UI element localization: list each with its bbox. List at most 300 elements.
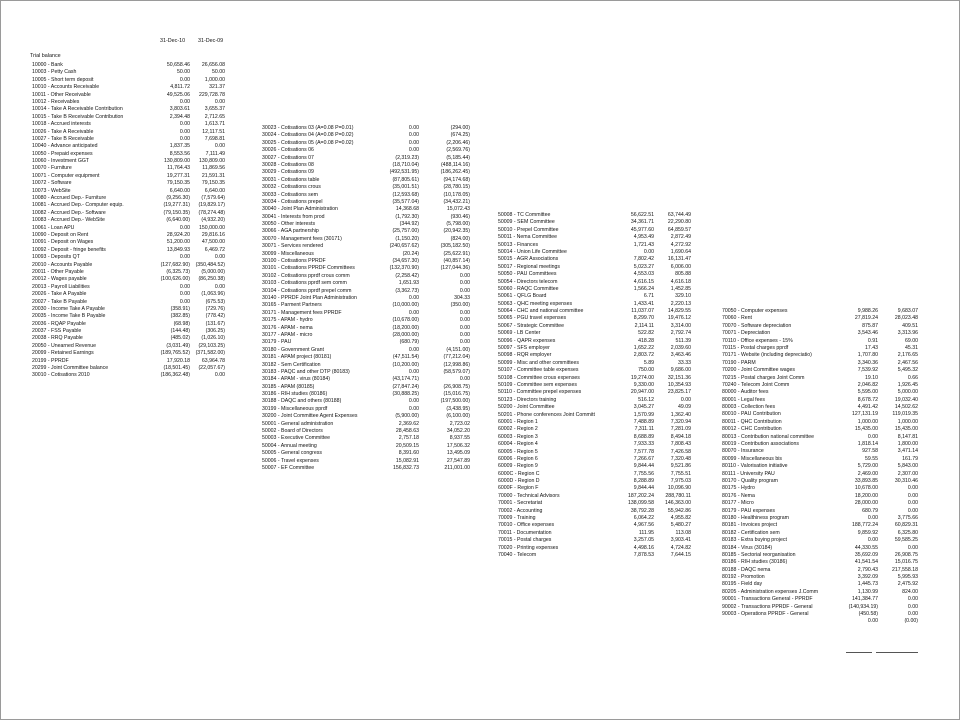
account-label: 80180 - Healthiness program	[722, 514, 789, 521]
amount-2009: 2,467.56	[897, 359, 918, 366]
amount-2009: (26,908.75)	[443, 383, 470, 390]
account-label: 50099 - Misc and other committees	[498, 359, 580, 366]
account-label: 50097 - SFS employer	[498, 345, 550, 352]
account-label: 30179 - PAU	[262, 339, 292, 346]
amount-2010: (1,792.30)	[395, 213, 419, 220]
amount-2010: (186,362.48)	[160, 372, 190, 379]
account-row	[498, 323, 698, 330]
amount-2010: 0.00	[408, 294, 419, 301]
account-label: 50009 - SEM Committee	[498, 219, 555, 226]
account-row	[498, 375, 698, 382]
account-row	[498, 256, 698, 263]
amount-2010: (9,256.30)	[166, 195, 190, 202]
account-row	[498, 352, 698, 359]
account-label: 30101 - Cotisations PPRDF Committees	[262, 265, 355, 272]
amount-2010: 927.58	[862, 448, 878, 455]
amount-2010: 8,678.72	[857, 396, 878, 403]
amount-2010: 1,570.99	[633, 411, 654, 418]
account-label: 30184 - APAM - virus (80184)	[262, 376, 330, 383]
amount-2009: 33.33	[678, 359, 691, 366]
account-row	[722, 419, 918, 426]
amount-2010: 4,616.15	[633, 278, 654, 285]
amount-2009: (294.00)	[450, 125, 470, 131]
account-label: 30171 - Management fees PPRDF	[262, 309, 342, 316]
account-label: 30028 - Cotisations 08	[262, 161, 314, 168]
account-label: 30034 - Cotisations prepel	[262, 198, 323, 205]
account-row	[32, 202, 228, 209]
account-row	[722, 345, 918, 352]
account-row	[722, 434, 918, 441]
account-label: 50017 - Regional meetings	[498, 263, 561, 270]
amount-2009: 0.00	[907, 596, 918, 603]
account-label: 30180 - Government Grant	[262, 346, 324, 353]
amount-2010: (450.58)	[858, 611, 878, 618]
account-label: 80013 - Contribution national committee	[722, 433, 814, 440]
account-label: 10018 - Accrued interests	[32, 121, 91, 128]
amount-2009: 23,825.17	[667, 389, 691, 396]
account-label: 50200 - Joint Committee	[498, 404, 555, 411]
account-row	[262, 184, 472, 191]
account-label: 30165 - Parment Partners	[262, 302, 322, 309]
amount-2009: 6,325.80	[897, 529, 918, 536]
amount-2010: 50,658.46	[166, 62, 190, 68]
account-label: 30200 - Joint Committee Agent Expenses	[262, 413, 358, 420]
account-label: 50010 - Prepel Committee	[498, 226, 559, 233]
amount-2010: (240,657.62)	[389, 243, 419, 250]
account-row	[498, 315, 698, 322]
amount-2010: 0.00	[867, 433, 878, 440]
amount-2009: 3,775.66	[897, 514, 918, 521]
account-row	[498, 234, 698, 241]
amount-2009: 2,475.92	[897, 581, 918, 588]
amount-2010: 35,692.09	[854, 551, 878, 558]
account-label: 50003 - Executive Committee	[262, 435, 331, 442]
amount-2010: 4,811.72	[170, 84, 190, 91]
account-row	[262, 406, 472, 413]
account-row	[32, 239, 228, 246]
account-row	[722, 308, 918, 315]
amount-2009: 1,926.45	[897, 381, 918, 388]
account-label: 30032 - Cotisations crous	[262, 184, 321, 191]
amount-2010: 7,266.67	[633, 455, 654, 462]
account-row	[722, 441, 918, 448]
account-label: 80011 - QHC Contribution	[722, 418, 782, 425]
amount-2010: 15,435.00	[854, 426, 878, 433]
amount-2009: 7,644.15	[670, 551, 691, 558]
account-row	[498, 360, 698, 367]
account-row	[262, 192, 472, 199]
amount-2010: 3,803.61	[169, 106, 190, 113]
account-label: 10082 - Accrued Dep.- Software	[32, 209, 106, 216]
account-label: 30071 - Services rendered	[262, 243, 324, 250]
amount-2010: (144.48)	[170, 328, 190, 335]
amount-2010: (47,511.54)	[392, 354, 419, 361]
amount-2009: 8,147.81	[897, 433, 918, 440]
amount-2010: (12,593.68)	[392, 191, 419, 198]
amount-2009: 69.00	[905, 337, 918, 344]
account-row	[262, 140, 472, 147]
amount-2010: 2,394.48	[169, 113, 190, 120]
amount-2010: 28,924.20	[166, 231, 190, 238]
account-label: 80177 - Micro	[722, 500, 754, 507]
account-label: 90001 - Transactions General - PPRDF	[722, 596, 813, 603]
account-label: 60009 - Region 9	[498, 463, 538, 470]
amount-2009: (78,274.48)	[198, 209, 225, 216]
account-row	[498, 271, 698, 278]
account-row	[722, 493, 918, 500]
amount-2009: 64,859.57	[667, 226, 691, 233]
amount-2009: 4,955.82	[670, 515, 691, 522]
account-label: 50005 - General congress	[262, 450, 322, 457]
account-label: 20037 - FSS Payable	[32, 328, 82, 335]
amount-2009: 409.51	[902, 322, 918, 329]
account-row	[498, 456, 698, 463]
account-row	[498, 463, 698, 470]
account-label: 20013 - Payroll Liabilities	[32, 283, 90, 290]
amount-2010: 49,525.06	[166, 91, 190, 98]
account-row	[262, 398, 472, 405]
account-row	[498, 552, 698, 559]
account-row	[32, 217, 228, 224]
account-row	[498, 382, 698, 389]
amount-2009: 7,698.81	[204, 135, 225, 142]
amount-2009: 19,032.40	[894, 396, 918, 403]
account-label: 60002 - Region 2	[498, 426, 538, 433]
amount-2010: 1,433.41	[633, 300, 654, 307]
amount-2010: (492,531.95)	[389, 169, 419, 176]
amount-2010: 5,595.00	[857, 389, 878, 396]
amount-2009: 0.00	[459, 376, 470, 383]
amount-2010: (10,678.00)	[392, 317, 419, 324]
account-row	[498, 308, 698, 315]
amount-2010: 2,757.18	[398, 435, 419, 442]
account-row	[262, 258, 472, 265]
amount-2010: 0.00	[408, 139, 419, 146]
account-label: 50061 - QFLG Board	[498, 293, 547, 300]
account-row	[262, 310, 472, 317]
account-row	[32, 151, 228, 158]
amount-2009: 304.33	[454, 294, 470, 301]
amount-2010: 516.12	[638, 396, 654, 403]
amount-2009: 9,686.00	[670, 367, 691, 374]
account-label: 10015 - Take B Receivable Contribution	[32, 113, 124, 120]
amount-2010: 19.10	[865, 374, 878, 381]
amount-2009: 49.09	[678, 404, 691, 411]
amount-2009: (40,857.14)	[443, 258, 470, 265]
amount-2010: 1,000.00	[857, 418, 878, 425]
amount-2009: 0.00	[459, 317, 470, 324]
amount-2009: 2,220.13	[670, 300, 691, 307]
column-3	[498, 212, 698, 559]
account-label: 60003 - Region 3	[498, 433, 538, 440]
account-label: 10027 - Take B Receivable	[32, 135, 94, 142]
amount-2009: 1,000.00	[897, 418, 918, 425]
account-label: 60004 - Region 4	[498, 441, 538, 448]
account-row	[32, 77, 228, 84]
amount-2009: 79,150.35	[201, 180, 225, 187]
amount-2010: (87,805.61)	[392, 176, 419, 183]
amount-2009: 0.00	[214, 143, 225, 150]
amount-2010: (43,174.71)	[392, 376, 419, 383]
amount-2010: 5,023.27	[633, 263, 654, 270]
account-label: 70200 - Joint Committee wages	[722, 367, 795, 374]
amount-2009: 9,521.86	[670, 463, 691, 470]
amount-2009: 2,792.74	[670, 330, 691, 337]
amount-2009: (1,063.96)	[201, 291, 225, 298]
account-label: 30100 - Cotisations PPRDF	[262, 258, 326, 265]
account-label: 20027 - Take B Payable	[32, 298, 87, 305]
amount-2009: (305,182.50)	[440, 243, 470, 250]
account-row	[498, 515, 698, 522]
amount-2009: 17,506.32	[446, 442, 470, 449]
account-row	[262, 369, 472, 376]
amount-2009: (7,579.64)	[201, 195, 225, 202]
amount-2010: 7,488.89	[633, 418, 654, 425]
account-label: 50069 - LB Center	[498, 330, 541, 337]
amount-2009: 1,000.00	[204, 76, 225, 83]
account-row	[498, 537, 698, 544]
amount-2010: 0.00	[179, 76, 190, 83]
account-label: 50004 - Annual meeting	[262, 442, 317, 449]
amount-2009: 0.00	[459, 331, 470, 338]
account-label: 10070 - Furniture	[32, 165, 72, 172]
amount-2009: (197,500.00)	[440, 398, 470, 405]
account-row	[498, 227, 698, 234]
amount-2010: (10,200.00)	[392, 361, 419, 368]
account-row	[262, 391, 472, 398]
amount-2010: 3,045.27	[633, 404, 654, 411]
account-label: 10083 - Accrued Dep.- WebSite	[32, 217, 105, 224]
account-label: 20012 - Wages payable	[32, 276, 87, 283]
account-row	[498, 264, 698, 271]
account-row	[498, 212, 698, 219]
amount-2010: 0.00	[867, 514, 878, 521]
amount-2009: 6,006.00	[670, 263, 691, 270]
account-row	[722, 323, 918, 330]
amount-2010: 8,688.89	[633, 433, 654, 440]
account-row	[32, 188, 228, 195]
account-label: 30199 - Miscellaneous pprdf	[262, 405, 328, 412]
amount-2010: 0.00	[408, 368, 419, 375]
amount-2010: 0.00	[408, 125, 419, 131]
account-label: 20026 - Take A Payable	[32, 291, 87, 298]
amount-2009: 824.00	[902, 588, 918, 595]
amount-2010: 11,764.43	[167, 165, 190, 172]
amount-2010: 127,131.19	[852, 411, 878, 418]
account-row	[262, 332, 472, 339]
amount-2010: (18,200.00)	[392, 324, 419, 331]
amount-2010: 4,498.16	[633, 544, 654, 551]
amount-2009: (5,798.00)	[446, 221, 470, 228]
account-row	[262, 265, 472, 272]
amount-2009: 15,435.00	[894, 426, 918, 433]
amount-2010: 0.00	[408, 398, 419, 405]
account-label: 30066 - AGA partnership	[262, 228, 319, 235]
account-label: 30186 - RIH studies (80186)	[262, 391, 328, 398]
amount-2010: (485.02)	[170, 335, 190, 342]
amount-2010: (344.92)	[399, 221, 419, 228]
account-label: 50006 - Travel expenses	[262, 457, 319, 464]
amount-2010: 6,064.22	[633, 515, 654, 522]
amount-2010: 3,340.36	[857, 359, 878, 366]
account-label: 10071 - Computer equipment	[32, 172, 100, 179]
amount-2009: 59,585.25	[894, 537, 918, 544]
amount-2009: 7,426.58	[670, 448, 691, 455]
amount-2009: 1,800.00	[897, 441, 918, 448]
amount-2009: 9,683.07	[897, 308, 918, 314]
account-label: 30103 - Cotisations pprdf sem comm	[262, 280, 347, 287]
account-row	[262, 354, 472, 361]
amount-2009: 0.00	[907, 492, 918, 499]
amount-2010: (358.91)	[170, 305, 190, 312]
amount-2009: 0.00	[907, 544, 918, 551]
account-label: 30026 - Cotisations 06	[262, 147, 314, 154]
amount-2009: 0.00	[907, 500, 918, 507]
account-row	[32, 180, 228, 187]
account-label: 6000C - Region C	[498, 470, 540, 477]
account-row	[32, 99, 228, 106]
account-label: 20011 - Other Payable	[32, 268, 84, 275]
amount-2010: (79,150.35)	[163, 209, 190, 216]
amount-2010: 0.00	[408, 147, 419, 154]
amount-2010: 7,802.42	[633, 256, 654, 263]
account-label: 30188 - DAQC and others (80188)	[262, 398, 342, 405]
account-label: 30031 - Cotisations table	[262, 176, 320, 183]
account-label: 70020 - Printing expenses	[498, 544, 559, 551]
account-row	[722, 589, 918, 596]
amount-2010: 9,859.92	[857, 529, 878, 536]
account-label: 20030 - Income Take A Payable	[32, 305, 105, 312]
amount-2010: 9,844.44	[633, 485, 654, 492]
amount-2009: 146,363.00	[665, 500, 691, 507]
account-label: 80170 - Quality program	[722, 477, 778, 484]
amount-2010: 130,809.00	[164, 158, 190, 165]
account-row	[722, 367, 918, 374]
amount-2010: 19,277.31	[166, 172, 190, 179]
amount-2010: 9,988.26	[857, 308, 878, 314]
account-row	[498, 345, 698, 352]
amount-2010: (10,000.00)	[392, 302, 419, 309]
amount-2010: 0.00	[408, 132, 419, 139]
account-label: 10061 - Loan APU	[32, 224, 75, 231]
amount-2009: 7,320.94	[670, 418, 691, 425]
account-label: 30025 - Cotisations 05 (A=0.08 P=0.02)	[262, 139, 354, 146]
account-label: 80182 - Certification sem	[722, 529, 780, 536]
amount-2010: 20,947.00	[630, 389, 654, 396]
account-row	[32, 276, 228, 283]
amount-2009: 7,755.51	[670, 470, 691, 477]
account-label: 30185 - APAM (80185)	[262, 383, 315, 390]
account-row	[722, 375, 918, 382]
amount-2010: (140,934.19)	[848, 603, 878, 610]
amount-2009: (58,579.07)	[443, 368, 470, 375]
account-label: 30181 - APAM project (80181)	[262, 354, 332, 361]
amount-2010: 3,543.46	[857, 330, 878, 337]
amount-2009: 113.08	[675, 529, 691, 536]
account-label: 70171 - Website (including depreciatio)	[722, 352, 812, 359]
amount-2010: 0.00	[179, 224, 190, 231]
amount-2009: (306.25)	[205, 328, 225, 335]
amount-2009: 32,151.36	[667, 374, 691, 381]
account-label: 50008 - TC Committee	[498, 212, 551, 218]
account-label: 80111 - University PAU	[722, 470, 775, 477]
account-row	[722, 567, 918, 574]
amount-2009: (127,044.36)	[440, 265, 470, 272]
account-row	[262, 302, 472, 309]
amount-2009: 1,452.85	[670, 285, 691, 292]
account-row	[262, 376, 472, 383]
amount-2009: 14,829.55	[667, 308, 691, 315]
amount-2009: (930.46)	[450, 213, 470, 220]
amount-2010: 7,878.53	[633, 551, 654, 558]
amount-2009: 0.00	[214, 283, 225, 290]
account-row	[32, 306, 228, 313]
amount-2009: (34,432.21)	[443, 198, 470, 205]
account-label: 50001 - General administration	[262, 420, 334, 427]
account-row	[32, 210, 228, 217]
account-row	[722, 611, 918, 618]
account-row	[262, 362, 472, 369]
amount-2010: 0.00	[179, 254, 190, 261]
account-row	[262, 465, 472, 472]
account-label: 10050 - Prepaid expenses	[32, 150, 93, 157]
amount-2010: (18,710.04)	[392, 161, 419, 168]
account-row	[32, 350, 228, 357]
account-row	[32, 136, 228, 143]
amount-2010: 0.00	[408, 405, 419, 412]
account-label: 80192 - Promotion	[722, 574, 765, 581]
amount-2010: 4,953.49	[633, 234, 654, 241]
account-row	[722, 426, 918, 433]
amount-2009: 63,964.78	[201, 357, 225, 364]
amount-2010: 18,200.00	[854, 492, 878, 499]
account-row	[32, 343, 228, 350]
account-label: 30027 - Cotisations 07	[262, 154, 314, 161]
amount-2010: 6.71	[643, 293, 654, 300]
account-row	[262, 295, 472, 302]
amount-2009: 0.00	[907, 611, 918, 618]
amount-2009: 0.00	[459, 309, 470, 316]
account-label: 20099 - Retained Earnings	[32, 350, 94, 357]
account-label: 30182 - Sem Certification	[262, 361, 321, 368]
amount-2010: 2,803.72	[633, 352, 654, 359]
account-label: 70190 - PARM	[722, 359, 756, 366]
amount-2009: (350,484.52)	[195, 261, 225, 268]
account-label: 80019 - Contribution associations	[722, 441, 799, 448]
account-label: 30104 - Cotisations pprdf prepel comm	[262, 287, 352, 294]
amount-2010: 14,368.68	[395, 206, 419, 213]
amount-2009: 217,558.18	[892, 566, 918, 573]
account-row	[498, 330, 698, 337]
account-row	[32, 247, 228, 254]
amount-2010: 138,099.58	[628, 500, 654, 507]
account-label: 70110 - Office expenses - 15%	[722, 337, 793, 344]
account-row	[262, 125, 472, 132]
account-label: 70000 - Technical Advisors	[498, 492, 560, 499]
account-row	[498, 545, 698, 552]
amount-2009: 7,808.43	[670, 441, 691, 448]
account-row	[722, 471, 918, 478]
amount-2010: 7,577.78	[633, 448, 654, 455]
account-row	[498, 286, 698, 293]
amount-2010: (18,501.45)	[163, 365, 190, 372]
amount-2010: 0.00	[179, 291, 190, 298]
account-row	[498, 441, 698, 448]
amount-2009: (12,998.86)	[443, 361, 470, 368]
account-label: 30029 - Cotisations 09	[262, 169, 314, 176]
account-row	[722, 360, 918, 367]
amount-2009: 0.00	[214, 254, 225, 261]
